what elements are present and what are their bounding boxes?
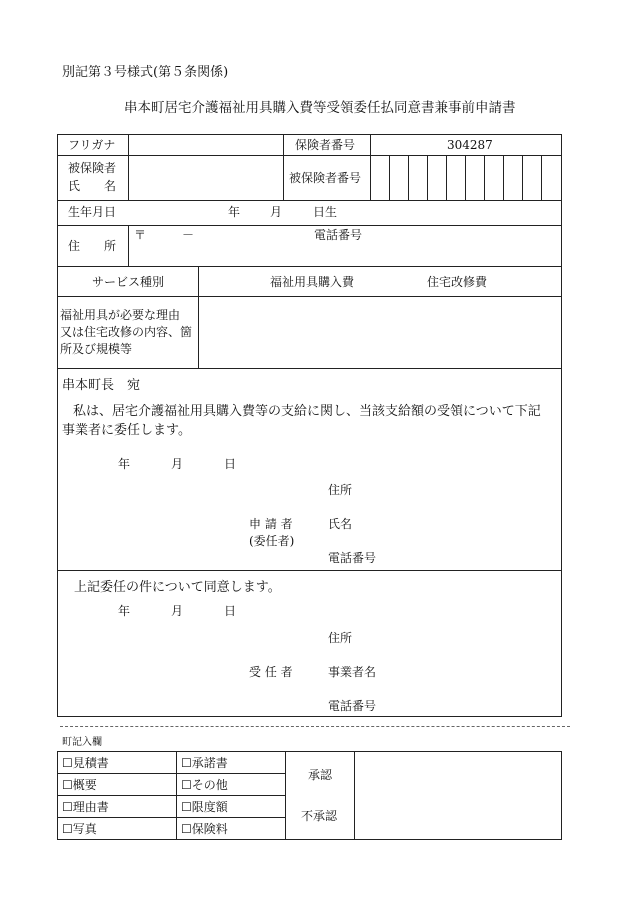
check-premium[interactable]: ☐保険料 [181, 822, 228, 836]
office-use-label: 町記入欄 [62, 737, 102, 748]
service-welfare-equipment[interactable]: 福祉用具購入費 [270, 275, 355, 289]
delegation-year: 年 [118, 457, 131, 471]
receiver-phone-label: 電話番号 [328, 699, 377, 713]
birth-date-label: 生年月日 [68, 205, 117, 219]
disapprove-label: 不承認 [301, 809, 338, 823]
addressee: 串本町長 宛 [62, 378, 141, 393]
form-number: 別記第３号様式(第５条関係) [62, 65, 229, 80]
birth-month-label: 月 [270, 205, 283, 219]
insured-label-line2: 氏 名 [68, 179, 117, 193]
address-field[interactable] [129, 245, 561, 265]
applicant-address-label: 住所 [328, 483, 353, 497]
consent-statement: 上記委任の件について同意します。 [74, 580, 281, 595]
check-pledge[interactable]: ☐承諾書 [181, 756, 228, 770]
insured-number-label: 被保険者番号 [289, 171, 362, 185]
check-overview[interactable]: ☐概要 [62, 778, 97, 792]
applicant-label: 申 請 者 [249, 517, 293, 531]
insurer-number-label: 保険者番号 [295, 138, 356, 152]
address-label: 住 所 [68, 239, 117, 253]
birth-day-label: 日生 [313, 205, 338, 219]
consent-year: 年 [118, 604, 131, 618]
service-housing-renovation[interactable]: 住宅改修費 [427, 275, 488, 289]
check-estimate[interactable]: ☐見積書 [62, 756, 109, 770]
delegation-day: 日 [224, 457, 237, 471]
delegation-statement-line2: 事業者に委任します。 [62, 423, 191, 438]
reason-label-line2: 又は住宅改修の内容、箇 [60, 325, 193, 339]
approval-stamp-area[interactable] [355, 752, 561, 839]
cut-line [60, 726, 570, 727]
business-name-label: 事業者名 [328, 665, 377, 679]
check-limit[interactable]: ☐限度額 [181, 800, 228, 814]
approve-label: 承認 [308, 768, 333, 782]
insured-number-field[interactable] [371, 156, 561, 199]
reason-field[interactable] [199, 297, 561, 367]
check-other[interactable]: ☐その他 [181, 778, 228, 792]
insurer-number-value: 304287 [447, 138, 493, 152]
receiver-label: 受 任 者 [249, 665, 293, 679]
reason-label-line1: 福祉用具が必要な理由 [60, 308, 181, 322]
consent-month: 月 [171, 604, 184, 618]
applicant-phone-label: 電話番号 [328, 551, 377, 565]
form-title: 串本町居宅介護福祉用具購入費等受領委任払同意書兼事前申請書 [124, 100, 516, 116]
applicant-name-label: 氏名 [328, 517, 353, 531]
delegation-month: 月 [171, 457, 184, 471]
delegator-label: (委任者) [249, 534, 295, 548]
delegation-statement-line1: 私は、居宅介護福祉用具購入費等の支給に関し、当該支給額の受領について下記 [73, 404, 541, 419]
insured-label-line1: 被保険者 [68, 161, 117, 175]
check-photo[interactable]: ☐写真 [62, 822, 97, 836]
furigana-field[interactable] [129, 135, 282, 154]
insured-name-field[interactable] [129, 156, 282, 199]
service-type-label: サービス種別 [92, 275, 165, 289]
receiver-address-label: 住所 [328, 631, 353, 645]
phone-label: 電話番号 [314, 228, 363, 242]
birth-year-label: 年 [228, 205, 241, 219]
postal-code-mark: 〒 － [134, 228, 195, 242]
furigana-label: フリガナ [68, 138, 116, 152]
reason-label-line3: 所及び規模等 [60, 342, 133, 356]
check-reason[interactable]: ☐理由書 [62, 800, 109, 814]
consent-day: 日 [224, 604, 237, 618]
